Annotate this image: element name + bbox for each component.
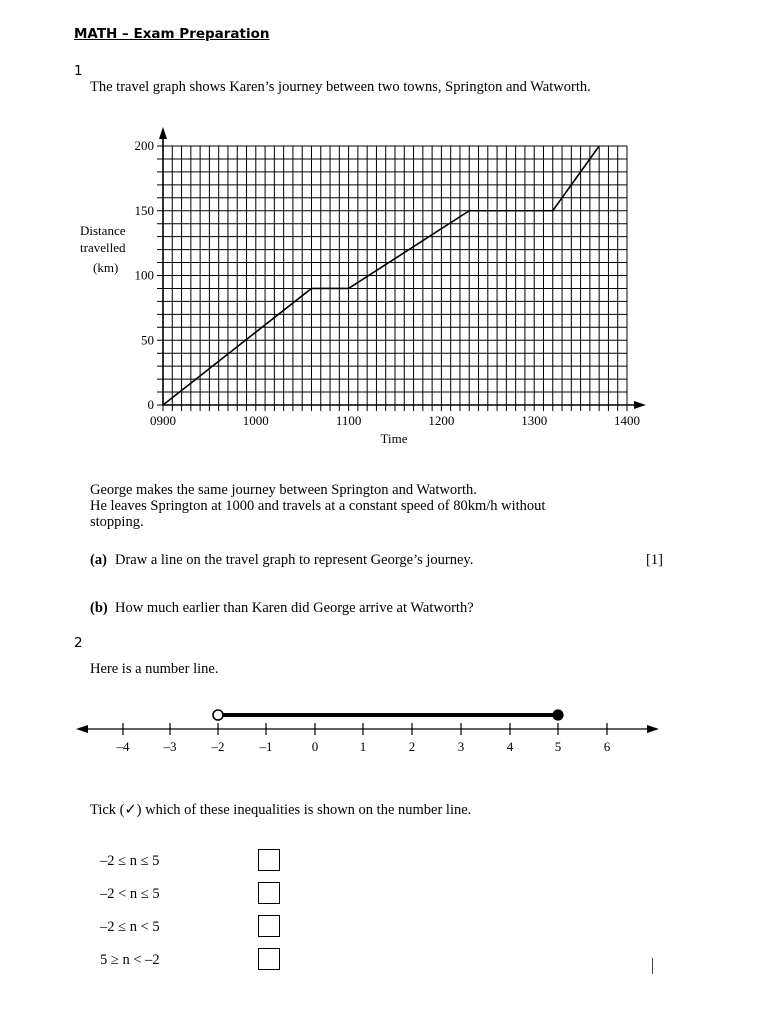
- x-tick-label: 1200: [428, 413, 455, 428]
- travel-graph: [0, 120, 768, 460]
- y-tick-label: 150: [134, 202, 154, 218]
- number-line-tick-label: –3: [163, 739, 177, 754]
- y-tick-label: 50: [141, 332, 154, 348]
- x-tick-labels: [150, 413, 640, 428]
- x-tick-label: 1000: [242, 413, 269, 428]
- question-1-intro: The travel graph shows Karen’s journey between two towns, Springton and Watworth.: [90, 79, 591, 95]
- part-b-label: (b): [90, 600, 108, 616]
- part-a-marks: [1]: [646, 552, 663, 568]
- george-text-line2: He leaves Springton at 1000 and travels at a constant speed of 80km/h without: [90, 498, 546, 514]
- question-2-instruction: Tick (✓) which of these inequalities is shown on the number line.: [90, 802, 472, 818]
- x-axis-arrow: [634, 401, 646, 409]
- number-line-tick-label: –4: [116, 739, 130, 754]
- number-line-left-arrow: [76, 725, 88, 733]
- number-line-tick-label: 6: [603, 739, 611, 754]
- page-title: MATH – Exam Preparation: [74, 26, 270, 42]
- x-tick-label: 0900: [150, 413, 176, 428]
- closed-circle-endpoint: [553, 710, 563, 720]
- question-number-2: 2: [74, 635, 83, 651]
- number-line-right-arrow: [647, 725, 659, 733]
- number-line-tick-label: –2: [211, 739, 225, 754]
- y-axis-label-line2: travelled: [80, 240, 126, 255]
- number-line-tick-label: 2: [408, 739, 416, 754]
- y-axis-label-line3: (km): [93, 260, 119, 275]
- number-line-tick-label: –1: [259, 739, 273, 754]
- number-line-ticks: [116, 723, 611, 754]
- y-tick-label: 0: [147, 397, 154, 412]
- y-axis-label-line1: Distance: [80, 223, 126, 238]
- question-2-intro: Here is a number line.: [90, 661, 219, 677]
- text-cursor-mark: [652, 958, 653, 974]
- part-a-label: (a): [90, 552, 107, 568]
- number-line: [0, 700, 768, 760]
- y-tick-label: 100: [134, 267, 154, 283]
- number-line-tick-label: 5: [554, 739, 562, 754]
- number-line-tick-label: 0: [311, 739, 319, 754]
- y-tick-label: 200: [134, 138, 154, 153]
- y-axis-arrow: [159, 127, 167, 139]
- graph-axes: [159, 127, 646, 409]
- x-axis-label: Time: [380, 431, 408, 446]
- option-3-label: –2 ≤ n < 5: [100, 919, 160, 935]
- part-b-text: How much earlier than Karen did George arrive at Watworth?: [115, 600, 474, 616]
- graph-grid: [157, 146, 627, 411]
- option-3-checkbox[interactable]: [258, 915, 280, 937]
- x-tick-label: 1300: [521, 413, 548, 428]
- option-1-checkbox[interactable]: [258, 849, 280, 871]
- x-tick-label: 1100: [335, 413, 362, 428]
- x-tick-label: 1400: [614, 413, 640, 428]
- option-2-checkbox[interactable]: [258, 882, 280, 904]
- number-line-tick-label: 1: [359, 739, 367, 754]
- question-number-1: 1: [74, 63, 83, 79]
- george-text-line1: George makes the same journey between Springton and Watworth.: [90, 482, 477, 498]
- option-4-checkbox[interactable]: [258, 948, 280, 970]
- option-1-label: –2 ≤ n ≤ 5: [100, 853, 160, 869]
- y-tick-labels: [135, 138, 155, 412]
- open-circle-endpoint: [213, 710, 223, 720]
- number-line-tick-label: 3: [457, 739, 465, 754]
- george-text-line3: stopping.: [90, 514, 144, 530]
- option-2-label: –2 < n ≤ 5: [100, 886, 160, 902]
- option-4-label: 5 ≥ n < –2: [100, 952, 160, 968]
- part-a-text: Draw a line on the travel graph to represent George’s journey.: [115, 552, 474, 568]
- number-line-tick-label: 4: [506, 739, 514, 754]
